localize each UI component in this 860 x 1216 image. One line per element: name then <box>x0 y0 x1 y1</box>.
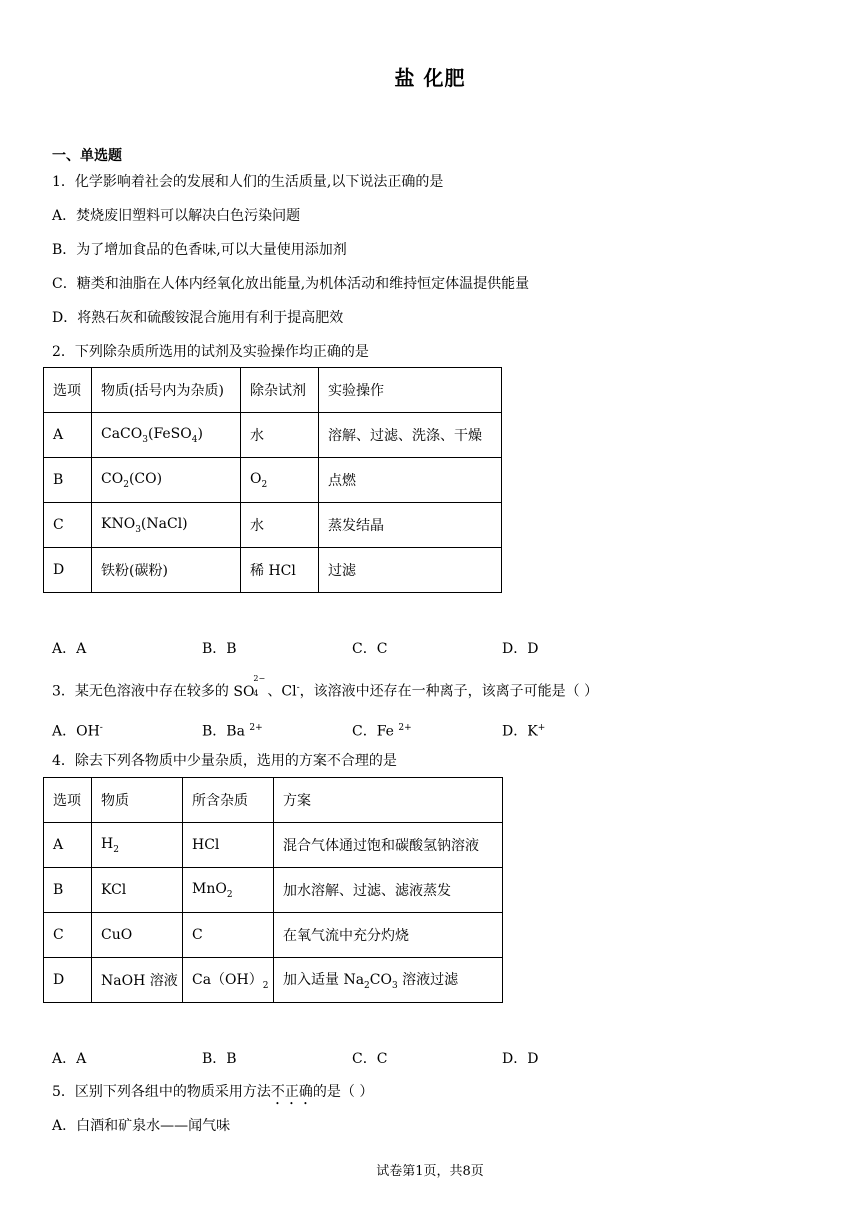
table-header-cell: 所含杂质 <box>183 778 274 823</box>
q2-table <box>43 367 502 593</box>
q5-stem-emphasis: 不正确 <box>270 1084 313 1100</box>
sulfate-ion-formula: SO 2− 4 <box>233 673 266 700</box>
table-header-row <box>44 778 503 823</box>
table-header-cell: 物质 <box>92 778 183 823</box>
substance-cell: $H_2$ <box>92 823 183 868</box>
impurity-cell: HCl <box>183 823 274 868</box>
q5-stem-pre: 5．区别下列各组中的物质采用方法 <box>52 1084 271 1100</box>
q2-choice-c: C．C <box>352 641 388 657</box>
q4-stem: 4．除去下列各物质中少量杂质，选用的方案不合理的是 <box>52 753 397 769</box>
page-footer: 试卷第1页，共8页 <box>376 1164 484 1179</box>
q1-option-b: B．为了增加食品的色香味,可以大量使用添加剂 <box>52 242 347 258</box>
operation-cell: 点燃 <box>319 458 502 503</box>
q4-choice-b: B．B <box>202 1051 237 1067</box>
q5-option-a: A．白酒和矿泉水——闻气味 <box>52 1118 231 1134</box>
table-header-cell: 方案 <box>274 778 503 823</box>
page-title: 盐 化肥 <box>394 66 466 90</box>
option-cell: D <box>44 548 92 593</box>
q3-choice-c: C．Fe $^{2+}$ <box>352 723 412 740</box>
q2-choice-a: A．A <box>52 641 87 657</box>
plan-cell: 混合气体通过饱和碳酸氢钠溶液 <box>274 823 503 868</box>
table-row <box>44 548 502 593</box>
q1-stem: 1．化学影响着社会的发展和人们的生活质量,以下说法正确的是 <box>52 174 444 190</box>
table-row <box>44 413 502 458</box>
table-row <box>44 823 503 868</box>
reagent-cell: 稀 HCl <box>241 548 319 593</box>
q5-stem <box>52 1082 373 1108</box>
q3-stem-post: ，该溶液中还存在一种离子，该离子可能是（ ） <box>299 683 599 700</box>
q2-choice-b: B．B <box>202 641 237 657</box>
q3-choice-a: A．OH- <box>52 723 103 740</box>
substance-cell: CuO <box>92 913 183 958</box>
table-row <box>44 458 502 503</box>
reagent-cell: 水 <box>241 503 319 548</box>
reagent-cell: 水 <box>241 413 319 458</box>
option-cell: B <box>44 868 92 913</box>
plan-cell: 在氧气流中充分灼烧 <box>274 913 503 958</box>
substance-cell: $CO_2(CO)$ <box>92 458 241 503</box>
q4-choice-a: A．A <box>52 1051 87 1067</box>
table-row <box>44 868 503 913</box>
q5-stem-post: 的是（ ） <box>312 1084 374 1100</box>
substance-cell: 铁粉(碳粉) <box>92 548 241 593</box>
substance-cell: $KNO_3(NaCl)$ <box>92 503 241 548</box>
q2-stem: 2．下列除杂质所选用的试剂及实验操作均正确的是 <box>52 344 369 360</box>
impurity-cell: MnO$_2$ <box>183 868 274 913</box>
q3-stem-pre: 3．某无色溶液中存在较多的 <box>52 683 229 700</box>
section-heading: 一、单选题 <box>52 148 122 164</box>
operation-cell: 溶解、过滤、洗涤、干燥 <box>319 413 502 458</box>
option-cell: C <box>44 503 92 548</box>
table-header-cell: 除杂试剂 <box>241 368 319 413</box>
q1-option-d: D．将熟石灰和硫酸铵混合施用有利于提高肥效 <box>52 310 344 326</box>
q3-choice-b: B．Ba $^{2+}$ <box>202 723 263 740</box>
impurity-cell: C <box>183 913 274 958</box>
q2-choice-d: D．D <box>502 641 539 657</box>
operation-cell: 蒸发结晶 <box>319 503 502 548</box>
substance-cell: KCl <box>92 868 183 913</box>
plan-cell: 加水溶解、过滤、滤液蒸发 <box>274 868 503 913</box>
table-header-cell: 实验操作 <box>319 368 502 413</box>
table-header-row <box>44 368 502 413</box>
option-cell: B <box>44 458 92 503</box>
option-cell: A <box>44 823 92 868</box>
q3-choice-d: D．K+ <box>502 723 546 740</box>
table-row <box>44 958 503 1003</box>
option-cell: D <box>44 958 92 1003</box>
table-row <box>44 503 502 548</box>
q1-option-c: C．糖类和油脂在人体内经氧化放出能量,为机体活动和维持恒定体温提供能量 <box>52 276 530 292</box>
q4-choice-c: C．C <box>352 1051 388 1067</box>
substance-cell: CaCO$_3$(FeSO$_4$) <box>92 413 241 458</box>
operation-cell: 过滤 <box>319 548 502 593</box>
substance-cell: NaOH 溶液 <box>92 958 183 1003</box>
plan-cell: 加入适量 $Na_2CO_3$ 溶液过滤 <box>274 958 503 1003</box>
table-header-cell: 选项 <box>44 368 92 413</box>
q4-choice-d: D．D <box>502 1051 539 1067</box>
table-header-cell: 选项 <box>44 778 92 823</box>
option-cell: A <box>44 413 92 458</box>
impurity-cell: $Ca(OH)_2$ <box>183 958 274 1003</box>
reagent-cell: $O_2$ <box>241 458 319 503</box>
table-header-cell: 物质(括号内为杂质) <box>92 368 241 413</box>
q3-stem: 3．某无色溶液中存在较多的 SO 2− 4 、Cl-，该溶液中还存在一种离子，该离子可能是（ ） <box>52 673 599 700</box>
q1-option-a: A．焚烧废旧塑料可以解决白色污染问题 <box>52 208 301 224</box>
option-cell: C <box>44 913 92 958</box>
q4-table <box>43 777 503 1003</box>
table-row <box>44 913 503 958</box>
